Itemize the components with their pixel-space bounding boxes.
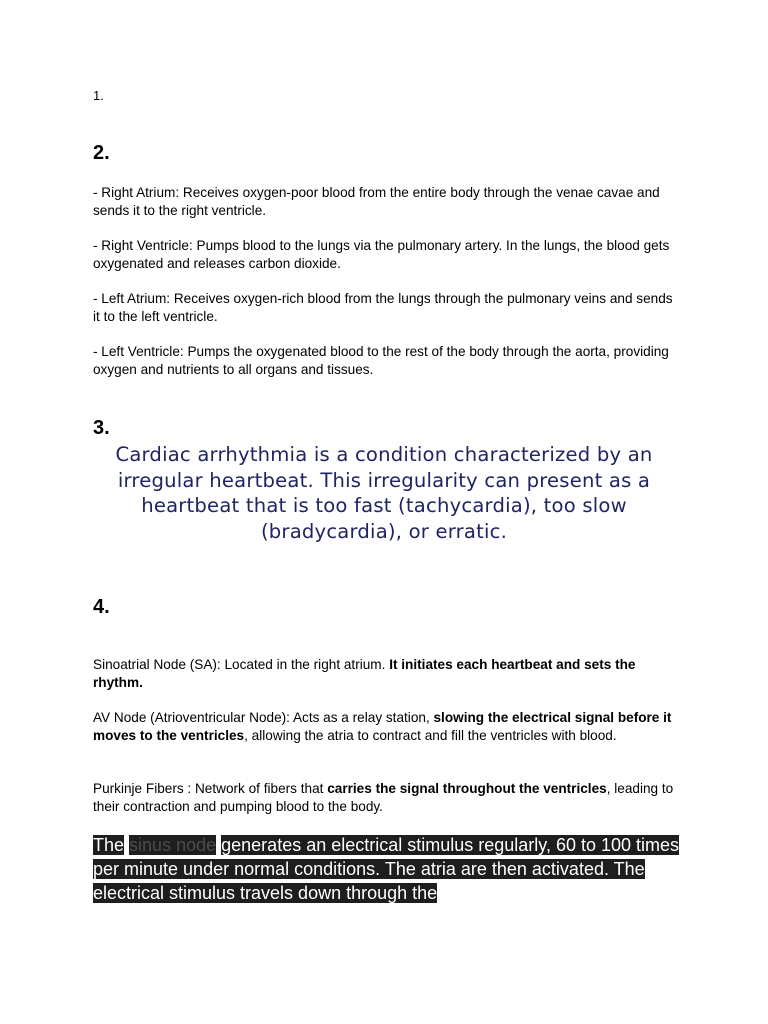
av-node-tail: , allowing the atria to contract and fill the ventricles with blood. <box>244 728 617 743</box>
av-node-emphasis: slowing the electrical signal before it moves to the ventricles <box>93 710 672 743</box>
sa-node-emphasis: It initiates each heartbeat and sets the rhythm. <box>93 657 636 690</box>
av-node-text: AV Node (Atrioventricular Node): Acts as a relay station, <box>93 710 434 725</box>
sinus-node-highlight-paragraph <box>93 833 683 905</box>
section-2-number: 2. <box>93 142 110 164</box>
right-atrium-item: - Right Atrium: Receives oxygen-poor blood from the entire body through the venae cavae and sends it to the right ventricle. <box>93 185 660 218</box>
left-atrium-item: - Left Atrium: Receives oxygen-rich blood from the lungs through the pulmonary veins and sends it to the left ventricle. <box>93 291 673 324</box>
highlight-part-1: The <box>93 835 125 855</box>
sa-node-paragraph <box>93 656 675 692</box>
arrhythmia-definition: Cardiac arrhythmia is a condition characterized by an irregular heartbeat. This irregularity can present as a heartbeat that is too fast (tachycardia), too slow (bradycardia), or erratic. <box>115 443 653 543</box>
av-node-paragraph <box>93 709 675 745</box>
section-1-number: 1. <box>93 88 104 103</box>
purkinje-tail: , leading to their contraction and pumping blood to the body. <box>93 781 674 814</box>
highlight-sinus-node: sinus node <box>129 835 217 855</box>
sa-node-text: Sinoatrial Node (SA): Located in the right atrium. <box>93 657 390 672</box>
section-3-number: 3. <box>93 417 110 439</box>
purkinje-paragraph <box>93 780 675 816</box>
highlight-part-3: generates an electrical stimulus regularly, 60 to 100 times per minute under normal conditions. The atria are then activated. The electrical stimulus travels down through the <box>93 835 680 903</box>
purkinje-emphasis: carries the signal throughout the ventricles <box>327 781 607 796</box>
section-4-number: 4. <box>93 596 110 618</box>
purkinje-text: Purkinje Fibers : Network of fibers that <box>93 781 328 796</box>
right-ventricle-item: - Right Ventricle: Pumps blood to the lungs via the pulmonary artery. In the lungs, the blood gets oxygenated and releases carbon dioxide. <box>93 238 670 271</box>
left-ventricle-item: - Left Ventricle: Pumps the oxygenated blood to the rest of the body through the aorta, providing oxygen and nutrients to all organs and tissues. <box>93 344 669 377</box>
